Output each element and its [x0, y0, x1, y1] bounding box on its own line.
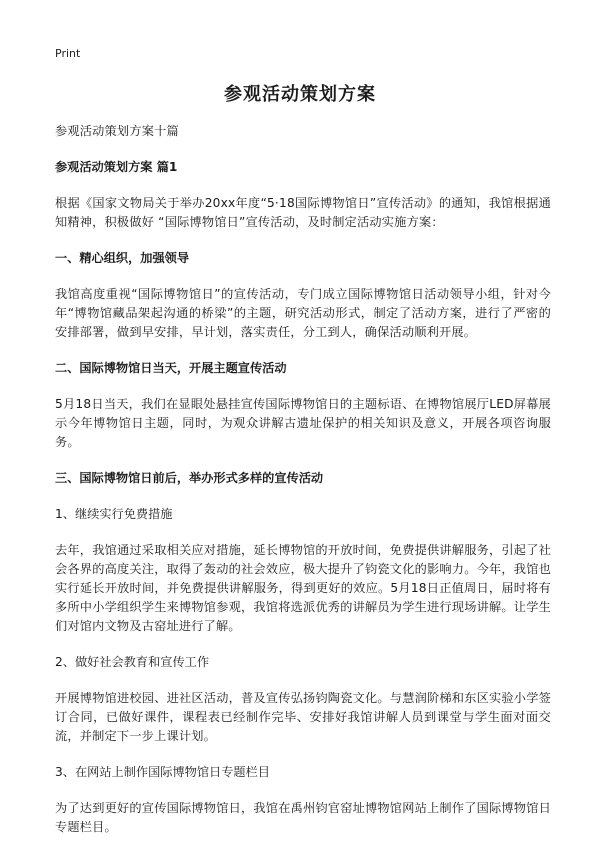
print-link[interactable]: Print — [55, 47, 81, 60]
section-1-heading: 一、精心组织，加强领导 — [55, 251, 190, 265]
section-2-paragraph: 5月18日当天，我们在显眼处悬挂宣传国际博物馆日的主题标语、在博物馆展厅LED屏幕展示今年博物馆日主题，同时，为观众讲解古遗址保护的相关知识及意义，开展各项咨询服务。 — [55, 397, 551, 449]
subsection-3-heading: 3、在网站上制作国际博物馆日专题栏目 — [55, 765, 270, 779]
subsection-1-heading: 1、继续实行免费措施 — [55, 507, 173, 521]
document-body — [55, 122, 551, 854]
section-1-paragraph: 我馆高度重视“国际博物馆日”的宣传活动，专门成立国际博物馆日活动领导小组，针对今年“博物馆藏品架起沟通的桥梁”的主题，研究活动形式，制定了活动方案，进行了严密的安排部署，做到早安排，早计划，落实责任，分工到人，确保活动顺利开展。 — [55, 287, 551, 339]
document-subtitle: 参观活动策划方案十篇 — [55, 124, 179, 138]
subsection-1-paragraph: 去年，我馆通过采取相关应对措施，延长博物馆的开放时间，免费提供讲解服务，引起了社会各界的高度关注，取得了轰动的社会效应，极大提升了钧瓷文化的影响力。今年，我馆也实行延长开放时间，并免费提供讲解服务，得到更好的效应。5月18日正值周日，届时将有多所中小学组织学生来博物馆参观，我馆将选派优秀的讲解员为学生进行现场讲解。让学生们对馆内文物及古窑址进行了解。 — [55, 543, 551, 633]
document-title: 参观活动策划方案 — [224, 84, 376, 105]
article-heading: 参观活动策划方案 篇1 — [55, 160, 178, 174]
section-3-heading: 三、国际博物馆日前后，举办形式多样的宣传活动 — [55, 471, 324, 485]
intro-paragraph: 根据《国家文物局关于举办20xx年度“5·18国际博物馆日”宣传活动》的通知，我馆根据通知精神，积极做好 “国际博物馆日”宣传活动，及时制定活动实施方案： — [55, 196, 551, 229]
subsection-2-paragraph: 开展博物馆进校园、进社区活动，普及宣传弘扬钧陶瓷文化。与慧润阶梯和东区实验小学签订合同，已做好课件，课程表已经制作完毕、安排好我馆讲解人员到课堂与学生面对面交流，并制定下一步上课计划。 — [55, 691, 551, 743]
subsection-3-paragraph: 为了达到更好的宣传国际博物馆日，我馆在禹州钧官窑址博物馆网站上制作了国际博物馆日专题栏目。 — [55, 801, 551, 834]
section-2-heading: 二、国际博物馆日当天，开展主题宣传活动 — [55, 361, 287, 375]
subsection-2-heading: 2、做好社会教育和宣传工作 — [55, 655, 210, 669]
